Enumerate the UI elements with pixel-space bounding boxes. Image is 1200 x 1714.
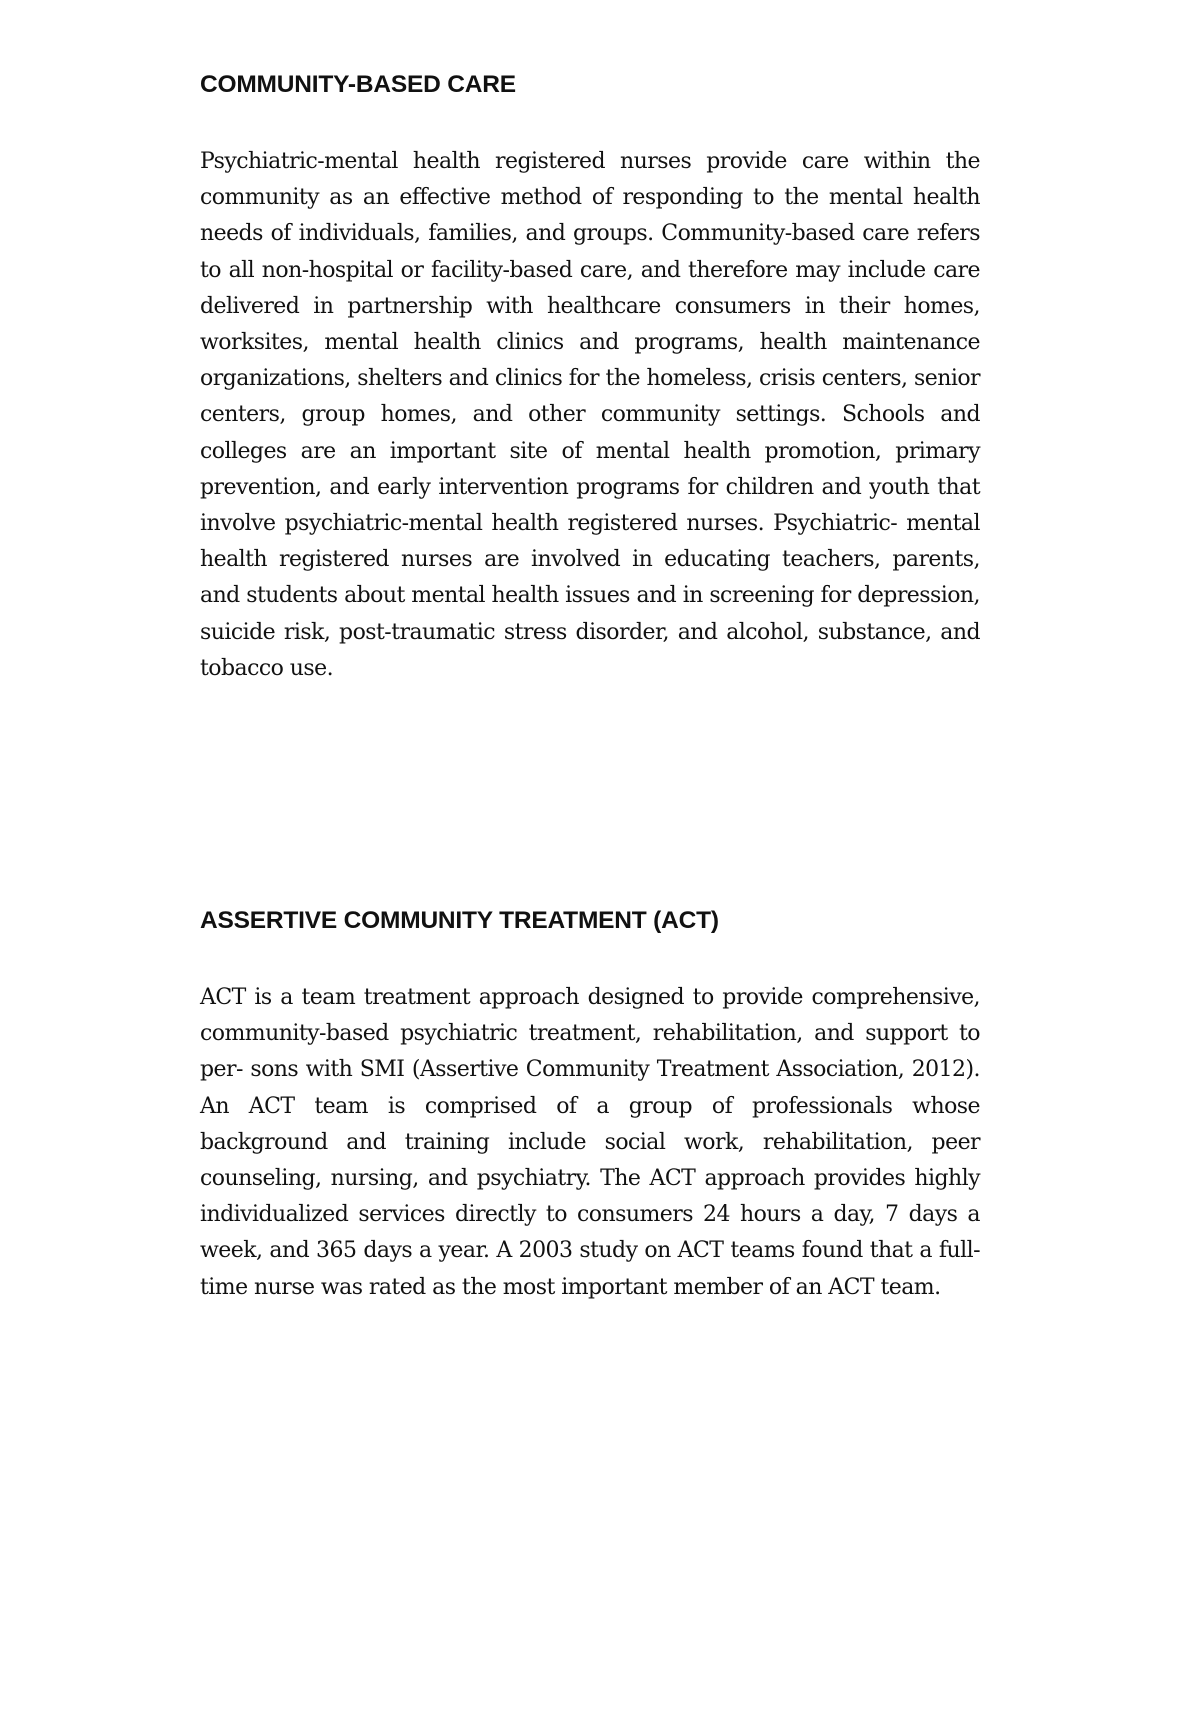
section-assertive-community-treatment [200, 906, 980, 1306]
section-heading: COMMUNITY-BASED CARE [200, 71, 516, 98]
section-paragraph: Psychiatric-mental health registered nurses provide care within the community as an effective method of responding to the mental health needs of individuals, families, and groups. Community-based care refers to all non-hospital or facility-based care, and therefore may include care delivered in partnership with healthcare consumers in their homes, worksites, mental health clinics and programs, health maintenance organizations, shelters and clinics for the homeless, crisis centers, senior centers, group homes, and other community settings. Schools and colleges are an important site of mental health promotion, primary prevention, and early intervention programs for children and youth that involve psychiatric-mental health registered nurses. Psychiatric- mental health registered nurses are involved in educating teachers, parents, and students about mental health issues and in screening for depression, suicide risk, post-traumatic stress disorder, and alcohol, substance, and tobacco use. [200, 149, 980, 681]
section-community-based-care [200, 70, 980, 687]
section-heading: ASSERTIVE COMMUNITY TREATMENT (ACT) [200, 907, 719, 934]
section-paragraph: ACT is a team treatment approach designed to provide comprehensive, community-based psychiatric treatment, rehabilitation, and support to per- sons with SMI (Assertive Community Treatment Association, 2012). An ACT team is comprised of a group of professionals whose background and training include social work, rehabilitation, peer counseling, nursing, and psychiatry. The ACT approach provides highly individualized services directly to consumers 24 hours a day, 7 days a week, and 365 days a year. A 2003 study on ACT teams found that a full-time nurse was rated as the most important member of an ACT team. [200, 985, 980, 1300]
